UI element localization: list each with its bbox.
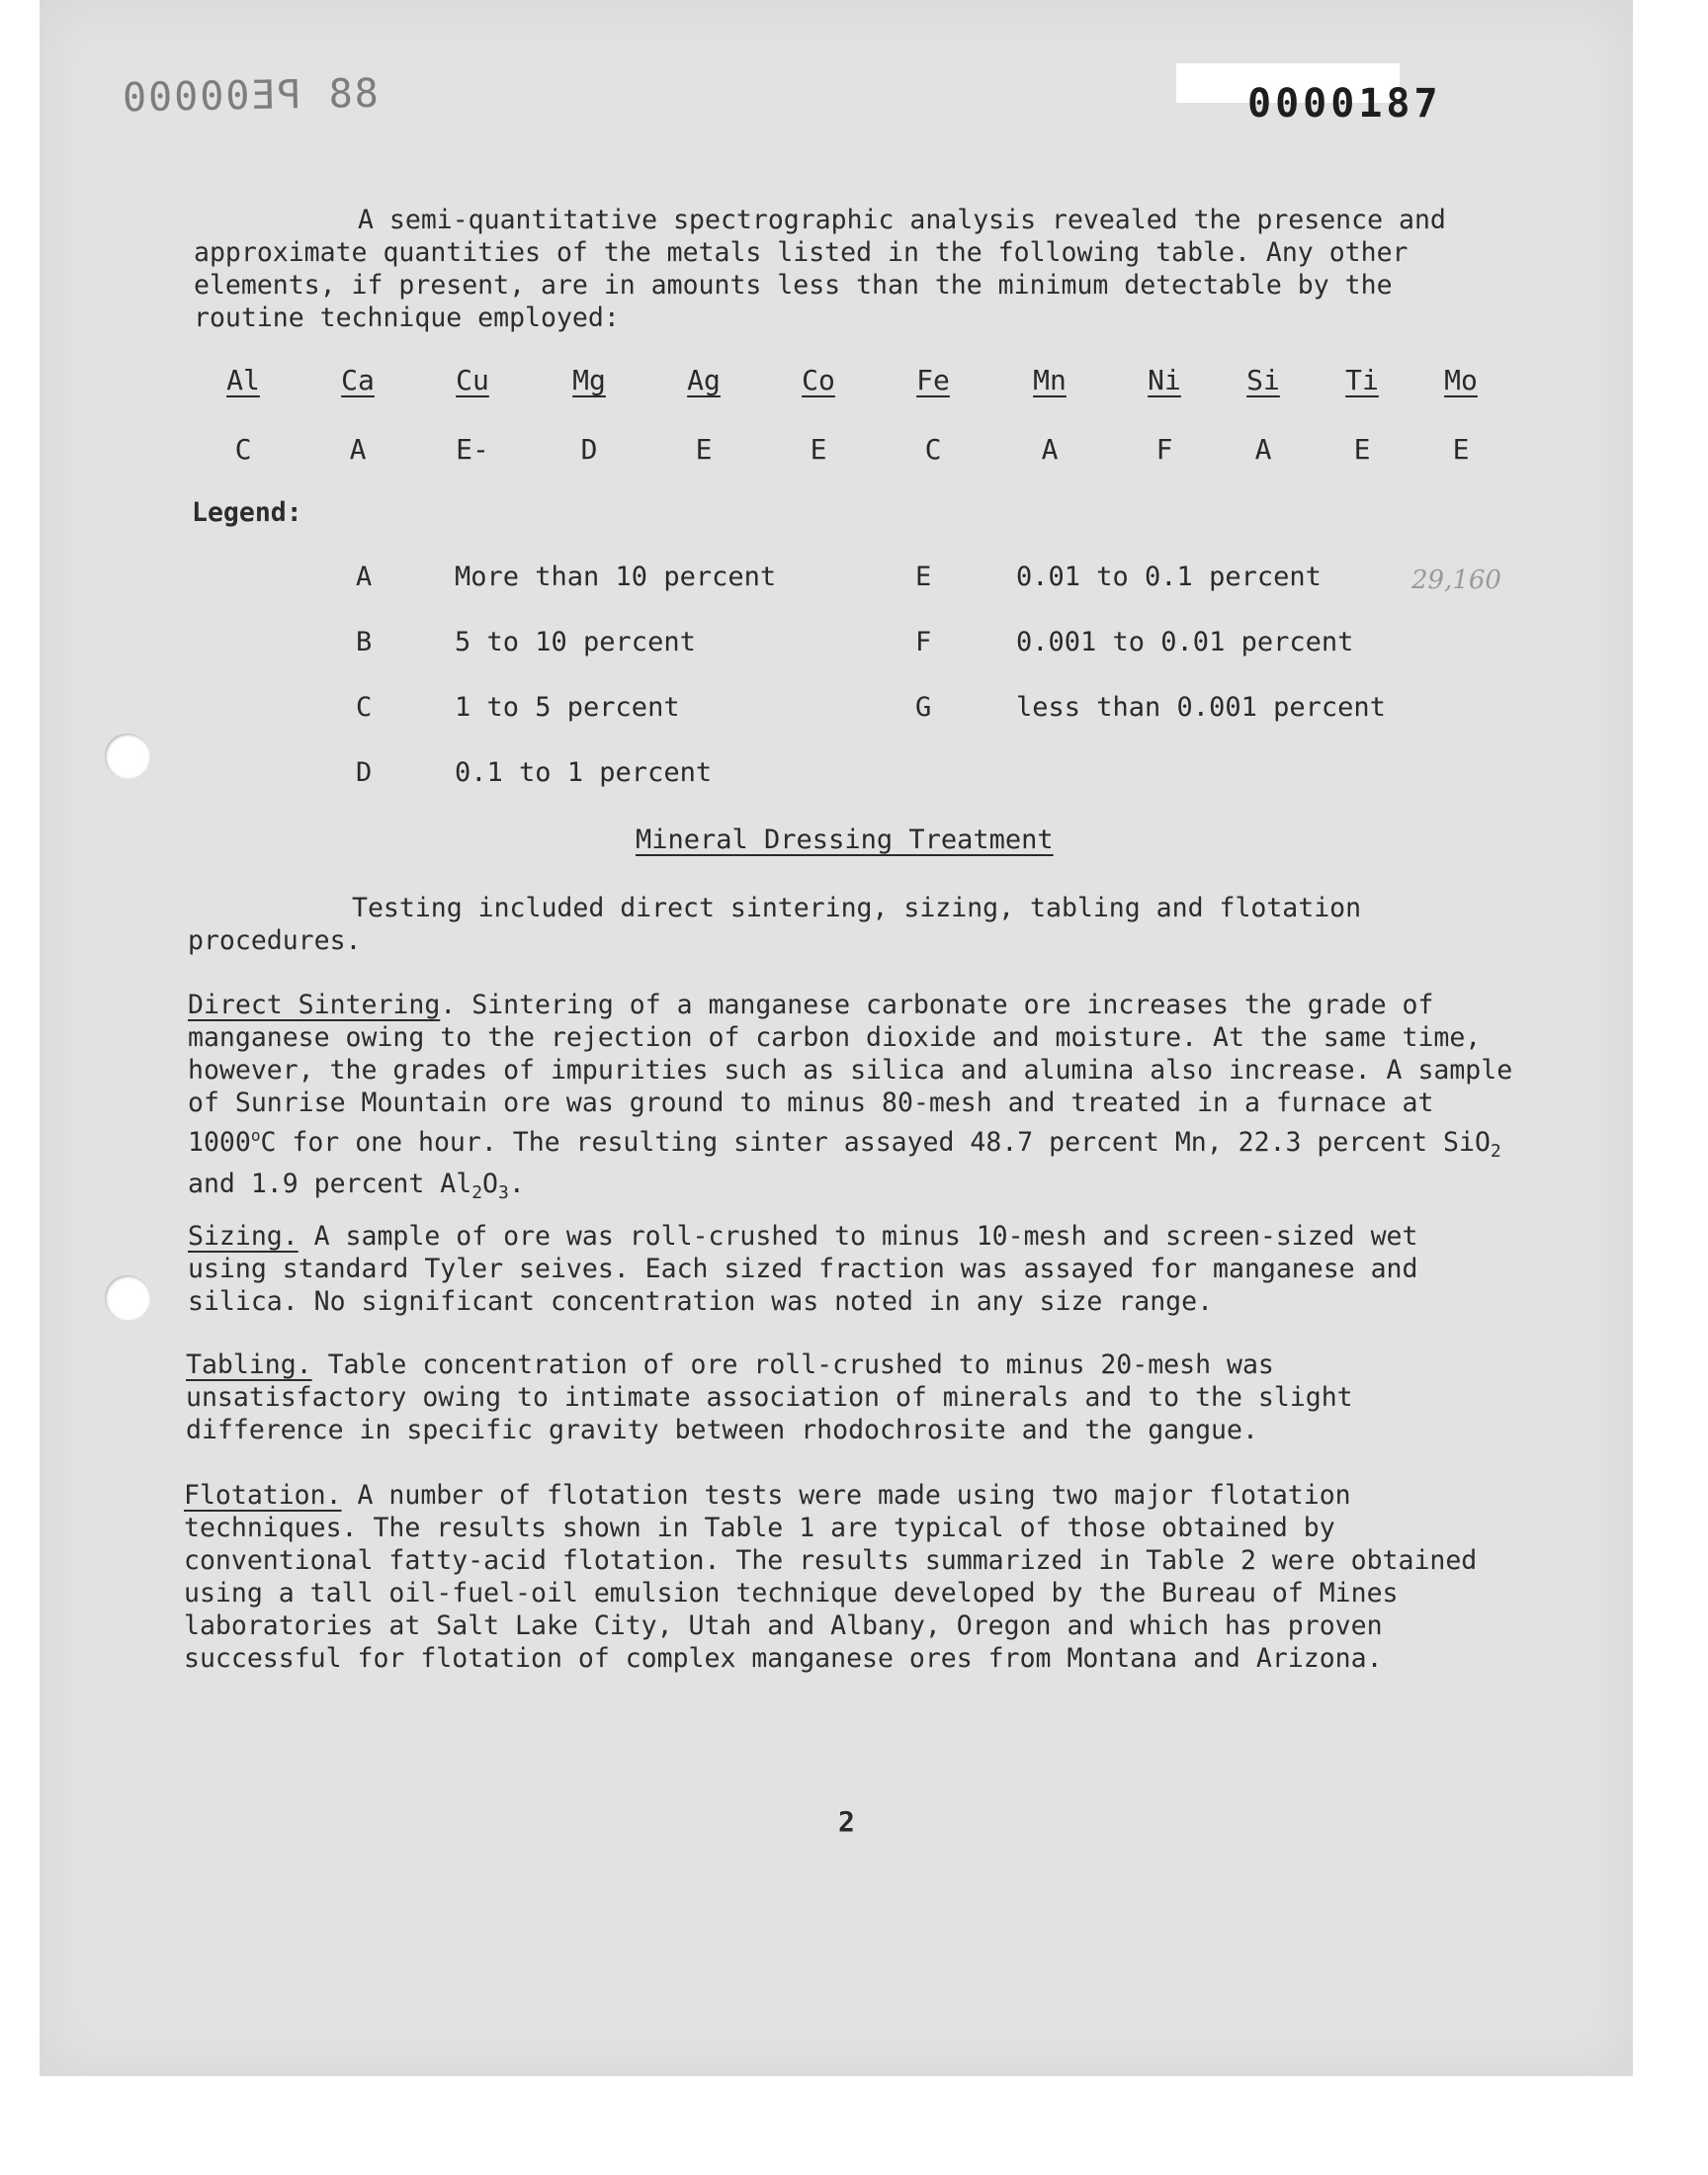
- flotation-paragraph: Flotation. A number of flotation tests were made using two major flotation techniques. The results shown in Table 1 are typical of those obtained by conventional fatty-acid flotation. The results summarized in Table 2 were obtained using a tall oil-fuel-oil emulsion technique developed by the Bureau of Mines laboratories at Salt Lake City, Utah and Albany, Oregon and which has proven successful for flotation of complex manganese ores from Montana and Arizona.: [184, 1480, 1478, 1674]
- element-symbol: Ca: [341, 364, 375, 396]
- legend-key: G: [915, 692, 932, 723]
- handwritten-note: 29,160: [1411, 566, 1501, 595]
- intro-paragraph: A semi-quantitative spectrographic analysis revealed the presence and approximate quantities of the metals listed in the following table. Any other elements, if present, are in amounts less than the minimum detectable by the routine technique employed:: [194, 205, 1446, 333]
- flotation-label: Flotation.: [184, 1480, 342, 1511]
- direct-sintering-label: Direct Sintering: [188, 990, 441, 1020]
- legend-key: E: [915, 562, 932, 592]
- punch-hole-bottom: [105, 1275, 150, 1321]
- element-symbol: Si: [1246, 364, 1280, 396]
- element-symbol: Mo: [1444, 364, 1478, 396]
- legend-key: F: [915, 627, 932, 657]
- legend-text: 0.1 to 1 percent: [455, 757, 713, 788]
- legend-key: C: [356, 692, 373, 723]
- element-symbol: Ti: [1345, 364, 1379, 396]
- legend-text: 5 to 10 percent: [455, 627, 696, 657]
- document-stamp-left: 88 PE00000: [120, 70, 380, 122]
- element-symbol: Mn: [1033, 364, 1067, 396]
- element-grade: A: [1254, 433, 1272, 466]
- legend-text: 1 to 5 percent: [455, 692, 680, 723]
- element-grade: E: [695, 433, 713, 466]
- legend-key: D: [356, 757, 373, 788]
- legend-text: less than 0.001 percent: [1016, 692, 1386, 723]
- tabling-label: Tabling.: [186, 1349, 312, 1380]
- element-grade: E-: [456, 433, 489, 466]
- element-grade: A: [1041, 433, 1059, 466]
- section-heading: Mineral Dressing Treatment: [636, 825, 1054, 855]
- element-grade: E: [1353, 433, 1371, 466]
- page-number: 2: [838, 1805, 855, 1838]
- sizing-paragraph: Sizing. A sample of ore was roll-crushed to minus 10-mesh and screen-sized wet using standard Tyler seives. Each sized fraction was assayed for manganese and silica. No significant concentration was noted in any size range.: [188, 1221, 1418, 1317]
- testing-paragraph: Testing included direct sintering, sizing, tabling and flotation procedures.: [188, 893, 1362, 956]
- tabling-paragraph: Tabling. Table concentration of ore roll-crushed to minus 20-mesh was unsatisfactory owing to intimate association of minerals and to the slight difference in specific gravity between rhodochrosite and the gangue.: [186, 1349, 1353, 1445]
- element-symbol: Fe: [916, 364, 950, 396]
- element-grade: F: [1155, 433, 1173, 466]
- element-grade: E: [810, 433, 827, 466]
- legend-text: 0.01 to 0.1 percent: [1016, 562, 1322, 592]
- element-symbol: Cu: [456, 364, 489, 396]
- legend-text: More than 10 percent: [455, 562, 777, 592]
- punch-hole-top: [105, 734, 150, 779]
- element-grade: C: [234, 433, 252, 466]
- element-symbol: Co: [802, 364, 835, 396]
- element-grade: E: [1452, 433, 1470, 466]
- element-grade: C: [924, 433, 942, 466]
- element-grade: D: [580, 433, 598, 466]
- legend-key: B: [356, 627, 373, 657]
- document-stamp-right: 0000187: [1247, 81, 1442, 127]
- legend-title: Legend:: [192, 497, 302, 528]
- legend-key: A: [356, 562, 373, 592]
- legend-text: 0.001 to 0.01 percent: [1016, 627, 1354, 657]
- element-symbol: Al: [226, 364, 260, 396]
- element-symbol: Ni: [1148, 364, 1181, 396]
- direct-sintering-paragraph: Direct Sintering. Sintering of a manganese carbonate ore increases the grade of manganese owing to the rejection of carbon dioxide and moisture. At the same time, however, the grades of impurities such as silica and alumina also increase. A sample of Sunrise Mountain ore was ground to minus 80-mesh and treated in a furnace at 1000$^o$C for one hour. The resulting sinter assayed 48.7 percent Mn, 22.3 percent SiO$_2$ and 1.9 percent $Al_2O_3$.: [188, 990, 1513, 1203]
- element-symbol: Ag: [687, 364, 721, 396]
- element-grade: A: [349, 433, 367, 466]
- element-symbol: Mg: [572, 364, 606, 396]
- sizing-label: Sizing.: [188, 1221, 299, 1252]
